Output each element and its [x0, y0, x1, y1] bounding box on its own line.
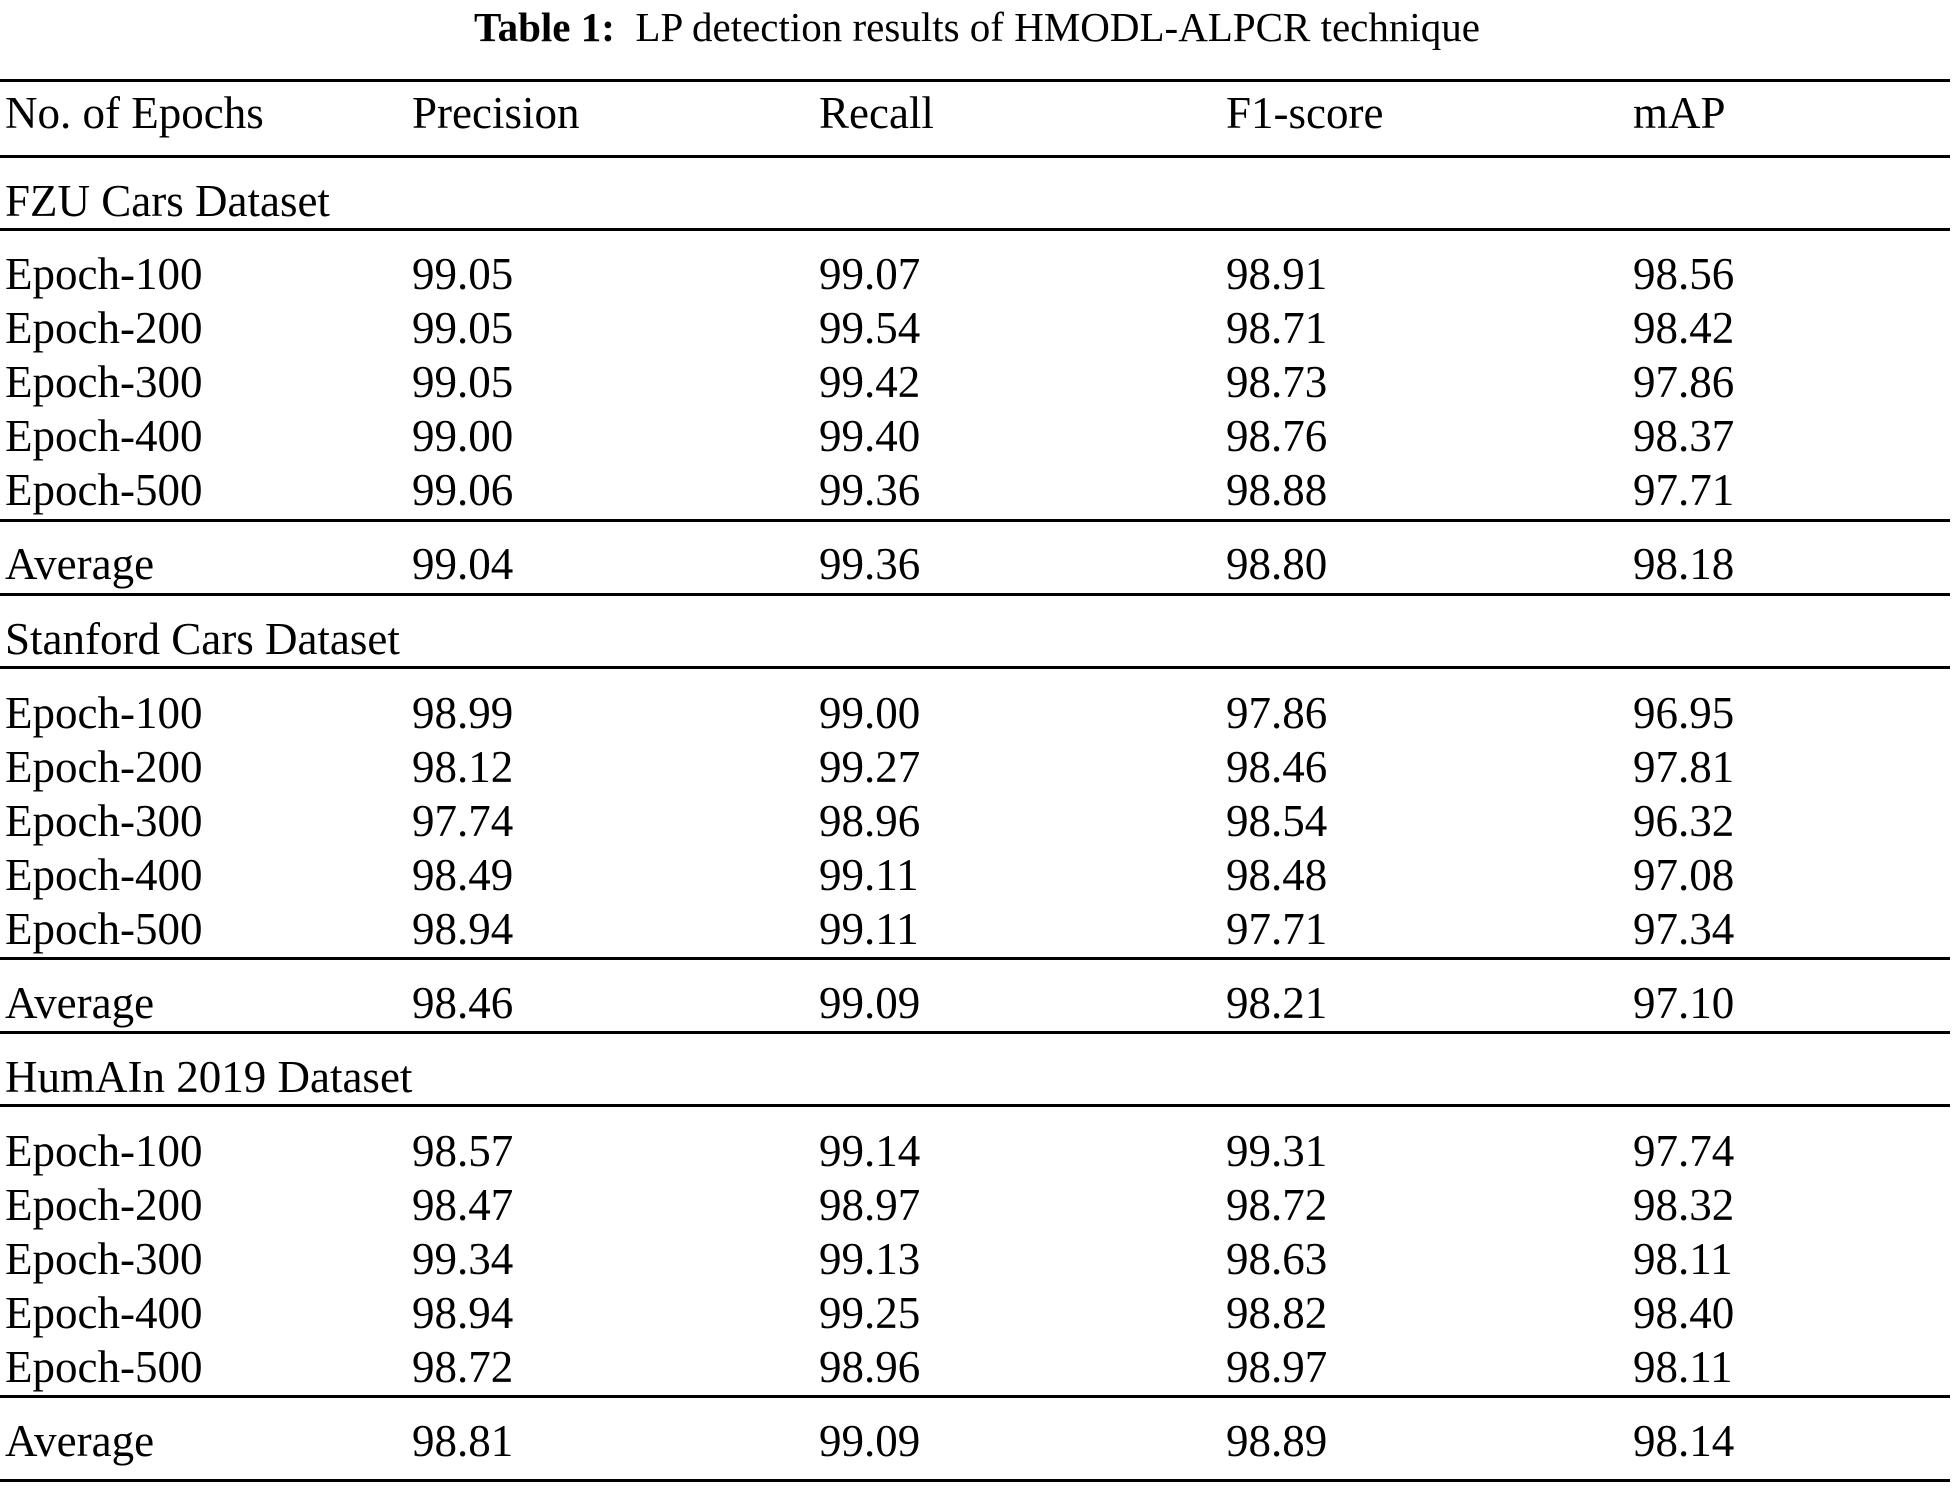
- section-rule: [0, 593, 1950, 596]
- section-title-row: [0, 1050, 1950, 1104]
- section-rule: [0, 1104, 1950, 1107]
- average-rule: [0, 519, 1950, 522]
- table-cell: 99.14: [819, 1126, 921, 1176]
- table-cell: 98.76: [1226, 411, 1328, 461]
- column-header: Precision: [412, 88, 580, 138]
- table-cell: 99.36: [819, 465, 921, 515]
- table-cell: 99.42: [819, 357, 921, 407]
- table-cell: 98.42: [1633, 303, 1735, 353]
- table-cell: Epoch-300: [5, 796, 203, 846]
- table-cell: 97.71: [1633, 465, 1735, 515]
- table-row: [0, 686, 1950, 740]
- table-cell: 98.97: [1226, 1342, 1328, 1392]
- table-row: [0, 301, 1950, 355]
- table-cell: 99.09: [819, 978, 921, 1028]
- table-cell: 98.18: [1633, 539, 1735, 589]
- table-cell: 99.36: [819, 539, 921, 589]
- table-cell: 98.48: [1226, 850, 1328, 900]
- table-cell: 98.72: [1226, 1180, 1328, 1230]
- table-cell: 98.72: [412, 1342, 514, 1392]
- table-cell: 98.47: [412, 1180, 514, 1230]
- section-rule: [0, 666, 1950, 669]
- table-cell: 98.46: [1226, 742, 1328, 792]
- table-cell: 99.09: [819, 1416, 921, 1466]
- table-cell: 99.00: [819, 688, 921, 738]
- average-row: [0, 976, 1950, 1030]
- section-title: FZU Cars Dataset: [5, 176, 330, 226]
- bottom-rule: [0, 1479, 1950, 1482]
- table-cell: 97.71: [1226, 904, 1328, 954]
- table-cell: 98.71: [1226, 303, 1328, 353]
- table-cell: Average: [5, 1416, 155, 1466]
- column-header: F1-score: [1226, 88, 1384, 138]
- table-cell: 98.94: [412, 904, 514, 954]
- table-cell: 99.06: [412, 465, 514, 515]
- table-cell: 98.96: [819, 796, 921, 846]
- table-cell: 96.32: [1633, 796, 1735, 846]
- table-row: [0, 409, 1950, 463]
- table-cell: Epoch-200: [5, 1180, 203, 1230]
- column-header: No. of Epochs: [5, 88, 264, 138]
- header-row: [0, 86, 1950, 140]
- table-cell: 98.81: [412, 1416, 514, 1466]
- table-cell: 99.27: [819, 742, 921, 792]
- section-title-row: [0, 174, 1950, 228]
- table-cell: 97.34: [1633, 904, 1735, 954]
- table-cell: Epoch-400: [5, 411, 203, 461]
- table-cell: 98.21: [1226, 978, 1328, 1028]
- table-cell: 97.10: [1633, 978, 1735, 1028]
- table-cell: 99.54: [819, 303, 921, 353]
- table-cell: 99.07: [819, 249, 921, 299]
- table-cell: 98.96: [819, 1342, 921, 1392]
- header-rule: [0, 155, 1950, 158]
- table-cell: 98.91: [1226, 249, 1328, 299]
- table-cell: Epoch-400: [5, 850, 203, 900]
- table-cell: Epoch-200: [5, 303, 203, 353]
- table-cell: 97.86: [1226, 688, 1328, 738]
- table-cell: 97.74: [412, 796, 514, 846]
- table-cell: 98.80: [1226, 539, 1328, 589]
- table-cell: Epoch-100: [5, 1126, 203, 1176]
- table-cell: 99.00: [412, 411, 514, 461]
- section-rule: [0, 228, 1950, 231]
- table-row: [0, 1178, 1950, 1232]
- table-cell: Epoch-500: [5, 1342, 203, 1392]
- table-cell: 97.86: [1633, 357, 1735, 407]
- table-cell: 99.13: [819, 1234, 921, 1284]
- table-cell: 98.40: [1633, 1288, 1735, 1338]
- table-row: [0, 1286, 1950, 1340]
- table-cell: 97.74: [1633, 1126, 1735, 1176]
- table-cell: 98.97: [819, 1180, 921, 1230]
- table-row: [0, 463, 1950, 517]
- average-rule: [0, 1395, 1950, 1398]
- table-row: [0, 1124, 1950, 1178]
- table-cell: 98.99: [412, 688, 514, 738]
- table-cell: 97.81: [1633, 742, 1735, 792]
- table-cell: 98.63: [1226, 1234, 1328, 1284]
- table-cell: Epoch-300: [5, 357, 203, 407]
- table-cell: 98.73: [1226, 357, 1328, 407]
- section-title: Stanford Cars Dataset: [5, 614, 400, 664]
- table-cell: 98.82: [1226, 1288, 1328, 1338]
- table-cell: Epoch-100: [5, 249, 203, 299]
- table-cell: 98.11: [1633, 1342, 1733, 1392]
- table-cell: 98.11: [1633, 1234, 1733, 1284]
- table-cell: 98.88: [1226, 465, 1328, 515]
- table-caption-text: LP detection results of HMODL-ALPCR technique: [635, 4, 1480, 50]
- table-cell: 99.11: [819, 850, 919, 900]
- table-cell: Average: [5, 978, 155, 1028]
- table-row: [0, 902, 1950, 956]
- table-row: [0, 848, 1950, 902]
- table-caption-label: Table 1:: [474, 4, 615, 50]
- table-row: [0, 1232, 1950, 1286]
- table-cell: Epoch-500: [5, 465, 203, 515]
- table-row: [0, 1340, 1950, 1394]
- table-cell: 98.56: [1633, 249, 1735, 299]
- table-cell: 99.34: [412, 1234, 514, 1284]
- average-rule: [0, 957, 1950, 960]
- table-cell: Average: [5, 539, 155, 589]
- table-cell: Epoch-200: [5, 742, 203, 792]
- section-title-row: [0, 612, 1950, 666]
- table-cell: 99.40: [819, 411, 921, 461]
- table-cell: 98.54: [1226, 796, 1328, 846]
- column-header: mAP: [1633, 88, 1726, 138]
- table-cell: 97.08: [1633, 850, 1735, 900]
- table-cell: 99.25: [819, 1288, 921, 1338]
- table-cell: 98.32: [1633, 1180, 1735, 1230]
- table-cell: Epoch-400: [5, 1288, 203, 1338]
- column-header: Recall: [819, 88, 934, 138]
- table-row: [0, 794, 1950, 848]
- table-cell: 99.04: [412, 539, 514, 589]
- table-row: [0, 247, 1950, 301]
- table-cell: 98.94: [412, 1288, 514, 1338]
- table-row: [0, 355, 1950, 409]
- table-cell: 98.46: [412, 978, 514, 1028]
- table-cell: 98.57: [412, 1126, 514, 1176]
- table-cell: 98.89: [1226, 1416, 1328, 1466]
- table-cell: 99.31: [1226, 1126, 1328, 1176]
- top-rule: [0, 79, 1950, 82]
- table-cell: 99.05: [412, 303, 514, 353]
- table-cell: 99.05: [412, 249, 514, 299]
- table-cell: 99.11: [819, 904, 919, 954]
- table-cell: 98.12: [412, 742, 514, 792]
- table-cell: 96.95: [1633, 688, 1735, 738]
- average-row: [0, 537, 1950, 591]
- section-title: HumAIn 2019 Dataset: [5, 1052, 413, 1102]
- table-cell: Epoch-100: [5, 688, 203, 738]
- table-cell: Epoch-300: [5, 1234, 203, 1284]
- table-cell: Epoch-500: [5, 904, 203, 954]
- table-caption: [0, 0, 1954, 54]
- table-cell: 98.37: [1633, 411, 1735, 461]
- section-rule: [0, 1031, 1950, 1034]
- table-row: [0, 740, 1950, 794]
- average-row: [0, 1414, 1950, 1468]
- table-cell: 98.14: [1633, 1416, 1735, 1466]
- table-cell: 98.49: [412, 850, 514, 900]
- table-cell: 99.05: [412, 357, 514, 407]
